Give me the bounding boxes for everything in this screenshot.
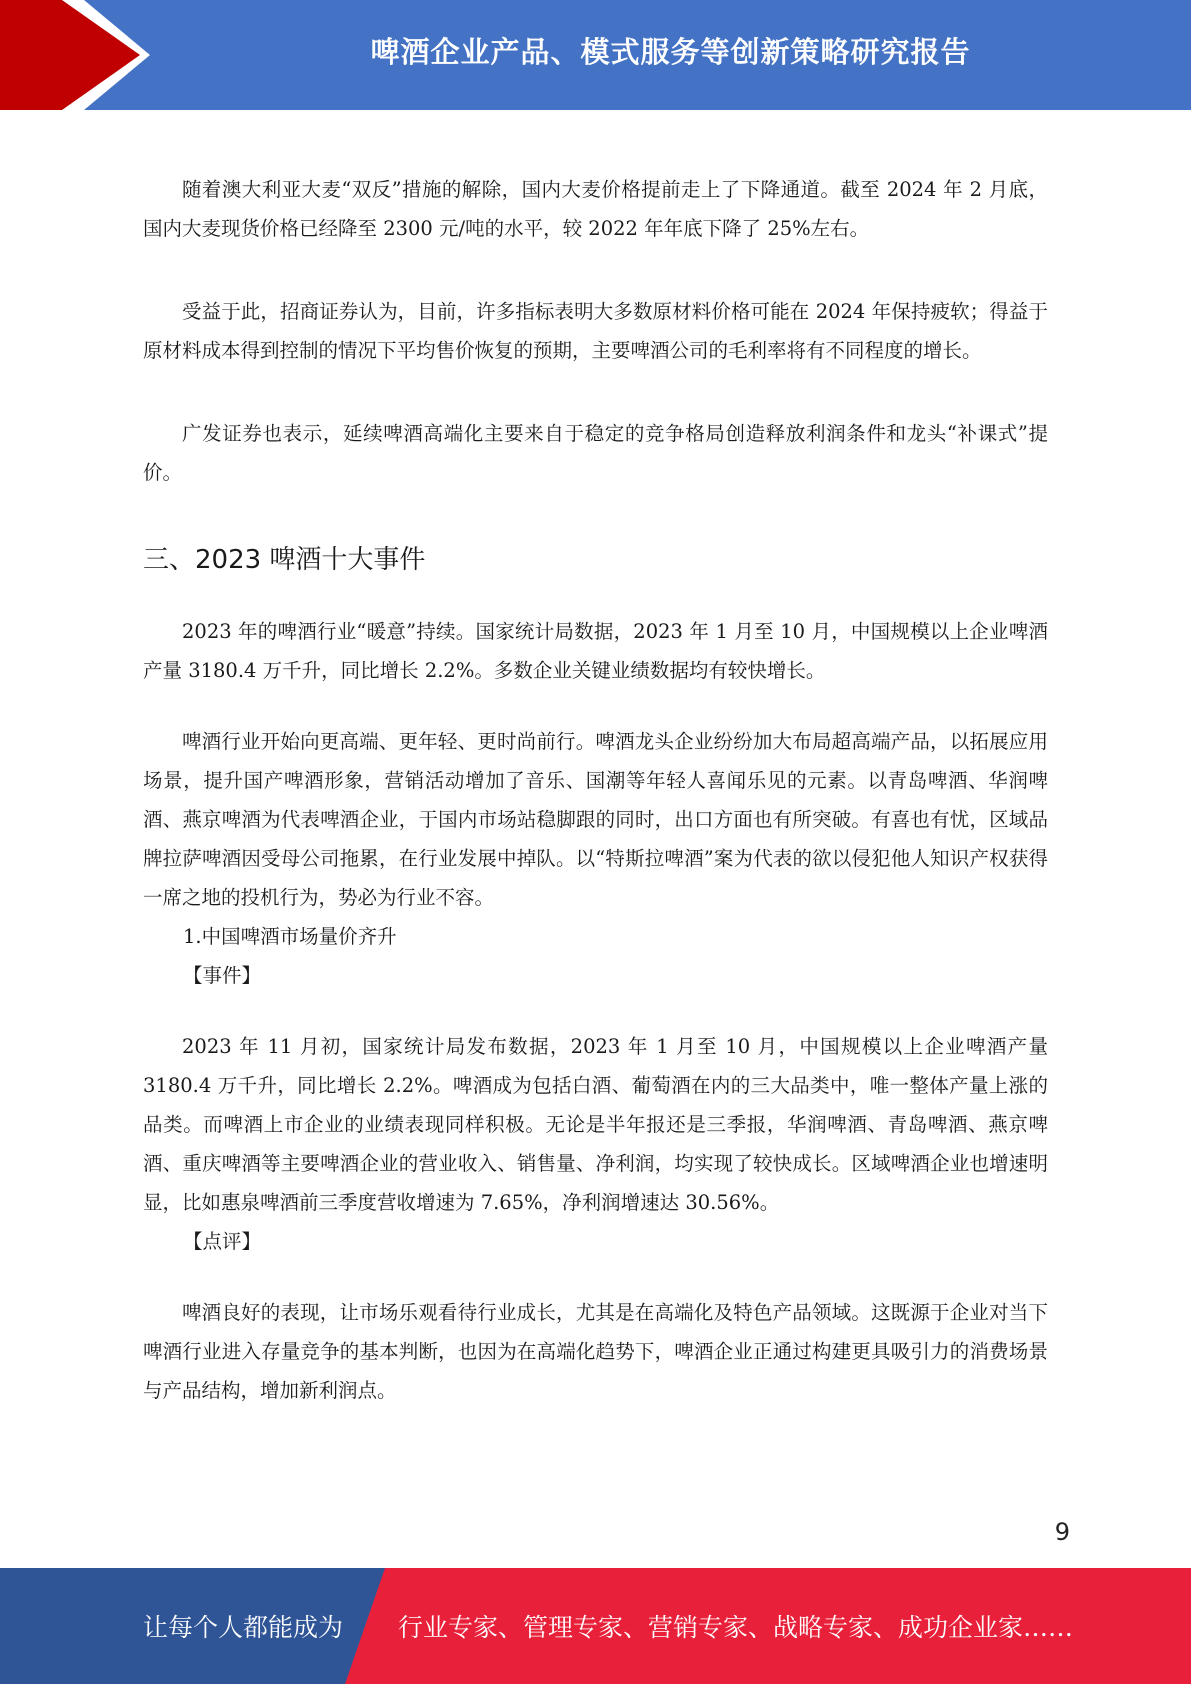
footer-slogan-left: 让每个人都能成为 bbox=[143, 1613, 344, 1642]
paragraph-barley-price: 随着澳大利亚大麦“双反”措施的解除，国内大麦价格提前走上了下降通道。截至 2024 年 2 月底，国内大麦现货价格已经降至 2300 元/吨的水平，较 2022 年年底下降了 25%左右。 bbox=[143, 178, 1048, 240]
paragraph-industry-trends: 啤酒行业开始向更高端、更年轻、更时尚前行。啤酒龙头企业纷纷加大布局超高端产品，以拓展应用场景，提升国产啤酒形象，营销活动增加了音乐、国潮等年轻人喜闻乐见的元素。以青岛啤酒、华润啤酒、燕京啤酒为代表啤酒企业，于国内市场站稳脚跟的同时，出口方面也有所突破。有喜也有忧，区域品牌拉萨啤酒因受母公司拖累，在行业发展中掉队。以“特斯拉啤酒”案为代表的欲以侵犯他人知识产权获得一席之地的投机行为，势必为行业不容。 bbox=[143, 730, 1048, 909]
page-number: 9 bbox=[1054, 1518, 1070, 1546]
page-footer bbox=[0, 1568, 1191, 1684]
paragraph-gf-securities: 广发证券也表示，延续啤酒高端化主要来自于稳定的竞争格局创造释放利润条件和龙头“补课式”提价。 bbox=[143, 422, 1048, 484]
report-title: 啤酒企业产品、模式服务等创新策略研究报告 bbox=[370, 34, 971, 69]
main-content bbox=[143, 170, 1048, 1410]
paragraph-event-detail: 2023 年 11 月初，国家统计局发布数据，2023 年 1 月至 10 月，中国规模以上企业啤酒产量 3180.4 万千升，同比增长 2.2%。啤酒成为包括白酒、葡萄酒在内的三大品类中，唯一整体产量上涨的品类。而啤酒上市企业的业绩表现同样积极。无论是半年报还是三季报，华润啤酒、青岛啤酒、燕京啤酒、重庆啤酒等主要啤酒企业的营业收入、销售量、净利润，均实现了较快成长。区域啤酒企业也增速明显，比如惠泉啤酒前三季度营收增速为 7.65%，净利润增速达 30.56%。 bbox=[143, 1035, 1048, 1214]
paragraph-review-detail: 啤酒良好的表现，让市场乐观看待行业成长，尤其是在高端化及特色产品领域。这既源于企业对当下啤酒行业进入存量竞争的基本判断，也因为在高端化趋势下，啤酒企业正通过构建更具吸引力的消费场景与产品结构，增加新利润点。 bbox=[143, 1301, 1048, 1402]
paragraph-industry-overview: 2023 年的啤酒行业“暖意”持续。国家统计局数据，2023 年 1 月至 10 月，中国规模以上企业啤酒产量 3180.4 万千升，同比增长 2.2%。多数企业关键业绩数据均有较快增长。 bbox=[143, 620, 1048, 682]
paragraph-cms-outlook: 受益于此，招商证券认为，目前，许多指标表明大多数原材料价格可能在 2024 年保持疲软；得益于原材料成本得到控制的情况下平均售价恢复的预期，主要啤酒公司的毛利率将有不同程度的增长。 bbox=[143, 300, 1048, 362]
header-chevron-icon bbox=[0, 0, 160, 110]
page-header bbox=[0, 0, 1191, 110]
event-label: 【事件】 bbox=[183, 964, 262, 987]
footer-slogan-right: 行业专家、管理专家、营销专家、战略专家、成功企业家…… bbox=[398, 1613, 1074, 1642]
section-heading: 三、2023 啤酒十大事件 bbox=[143, 545, 426, 575]
review-label: 【点评】 bbox=[183, 1230, 262, 1253]
event-item-title: 1.中国啤酒市场量价齐升 bbox=[183, 925, 397, 948]
